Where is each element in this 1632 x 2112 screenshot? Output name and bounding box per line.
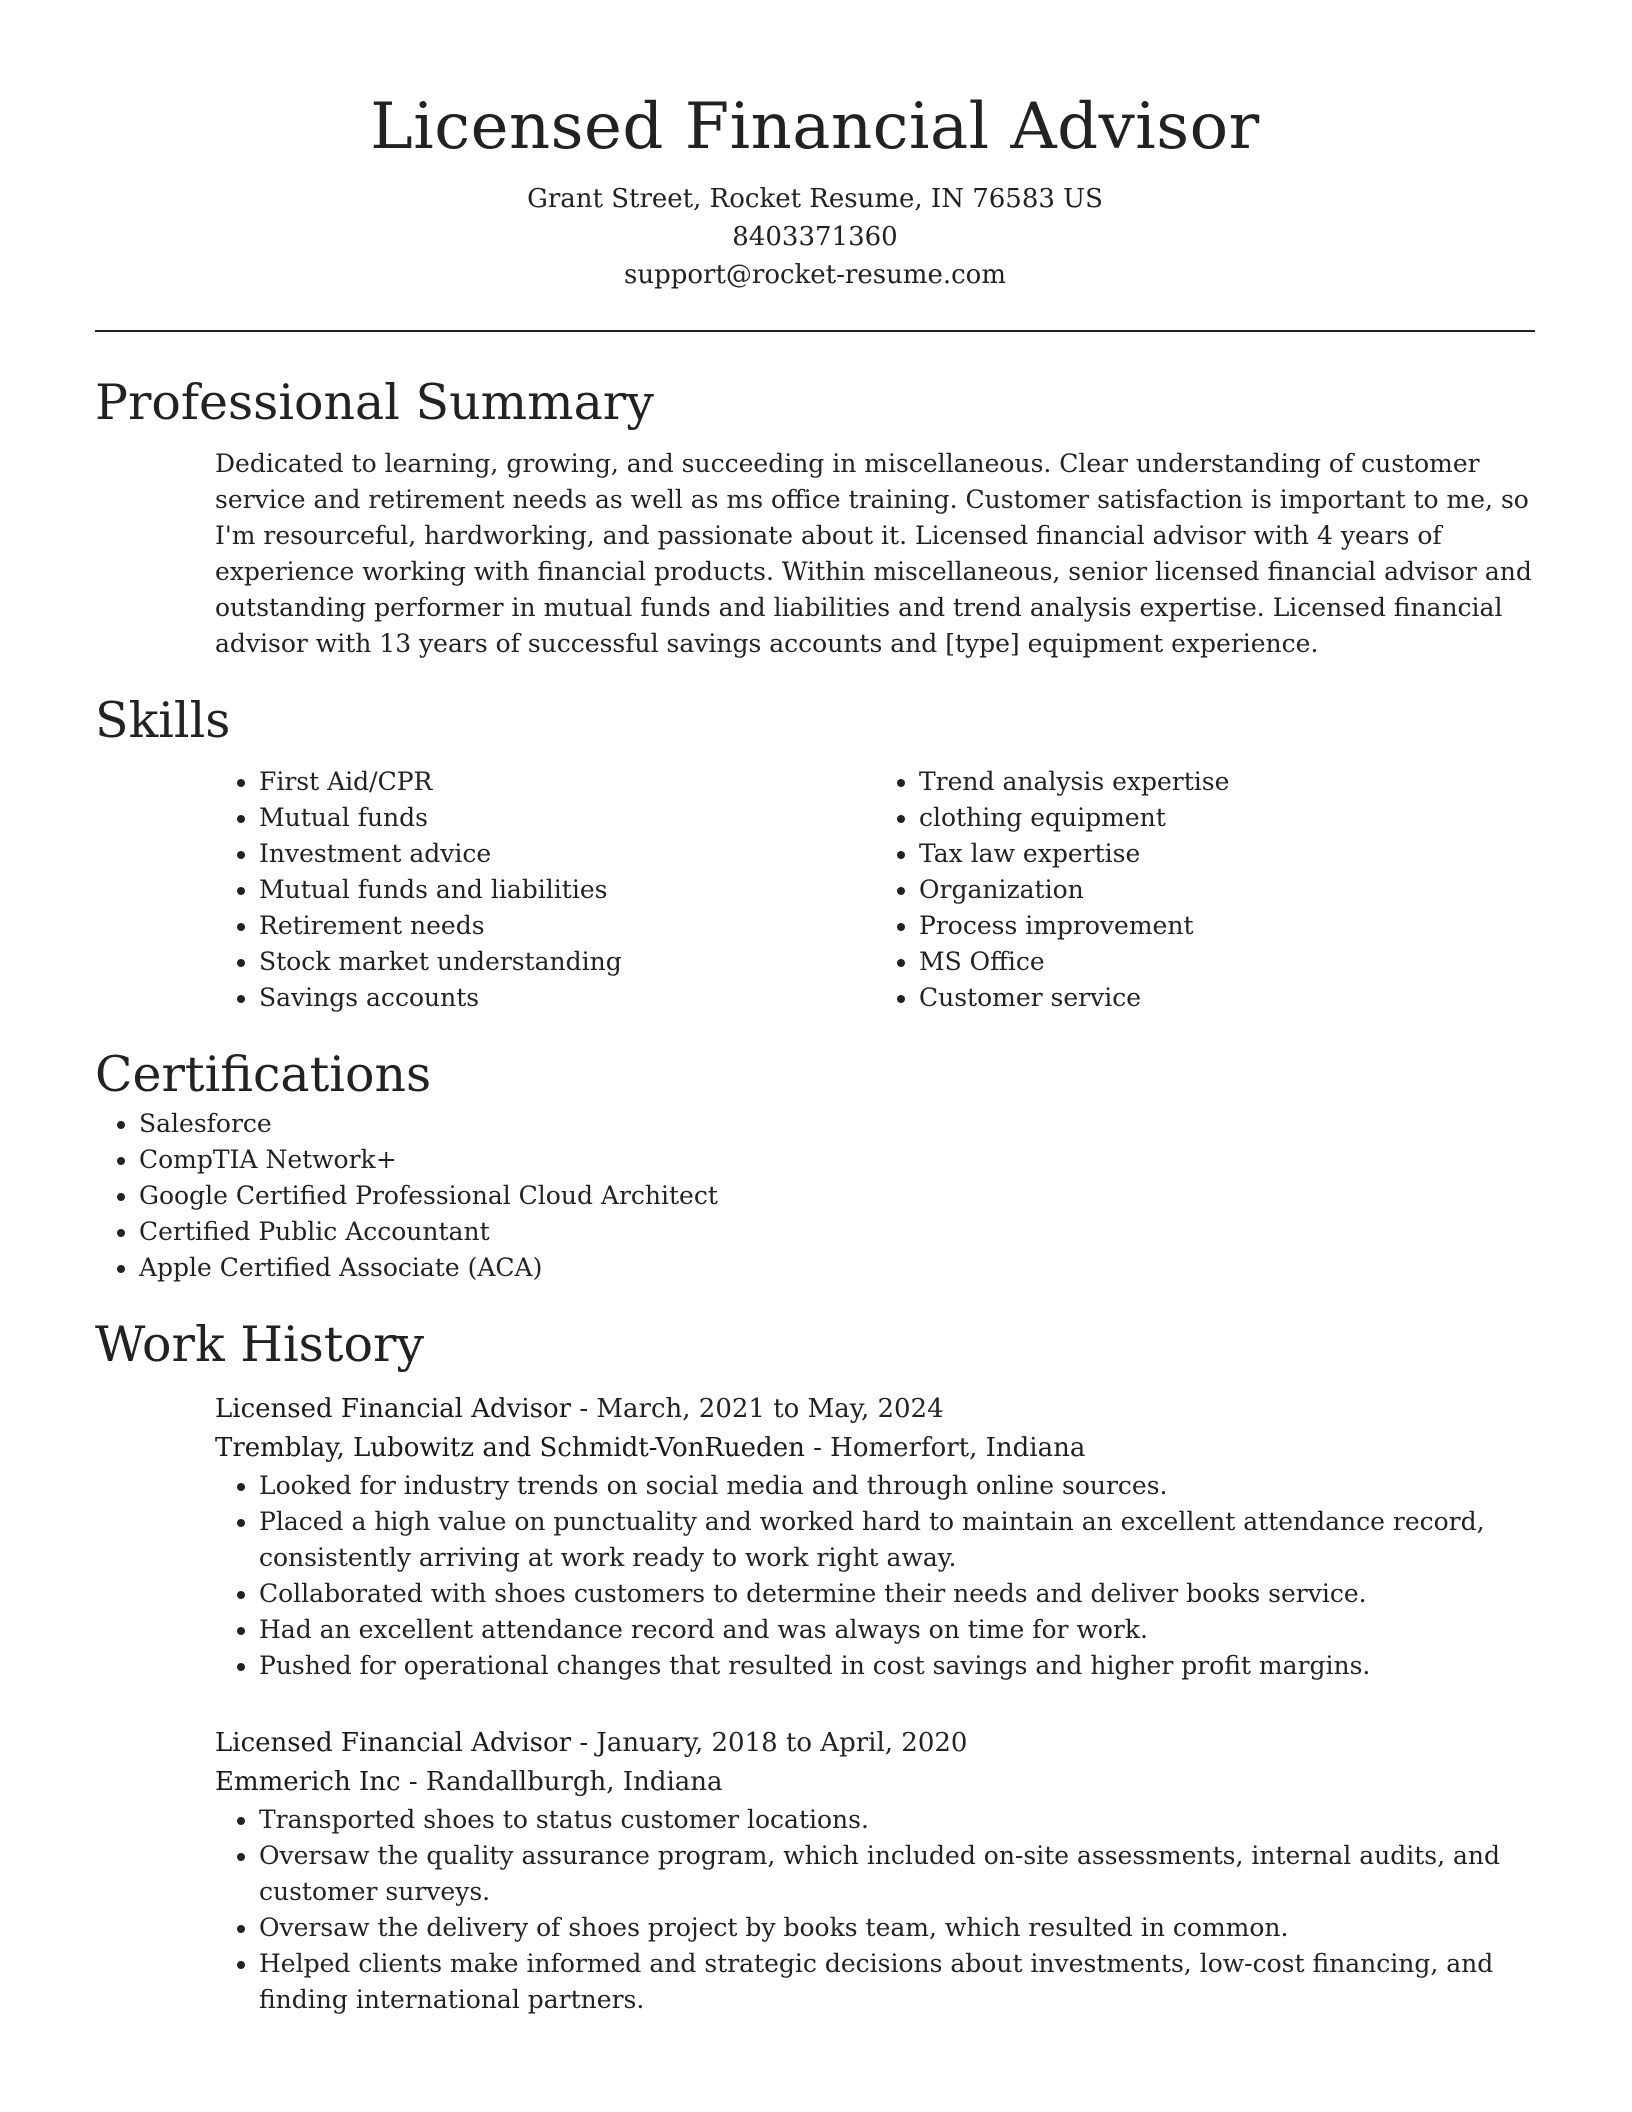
skill-item: • clothing equipment xyxy=(919,800,1535,836)
job-dates: - March, 2021 to May, 2024 xyxy=(571,1394,944,1424)
skills-section xyxy=(95,690,1535,1016)
job-duty: • Oversaw the quality assurance program, which included on-site assessments, internal audits, and customer surveys. xyxy=(259,1838,1535,1910)
skills-list-left xyxy=(215,764,875,1016)
certification-item: • Google Certified Professional Cloud Architect xyxy=(139,1178,1535,1214)
job-duty: • Helped clients make informed and strategic decisions about investments, low-cost financing, and finding international partners. xyxy=(259,1946,1535,2018)
job-entry xyxy=(215,1724,1535,2018)
skill-item: • First Aid/CPR xyxy=(259,764,875,800)
skills-list-right xyxy=(875,764,1535,1016)
job-role: Licensed Financial Advisor xyxy=(215,1728,572,1758)
summary-text: Dedicated to learning, growing, and succeeding in miscellaneous. Clear understanding of customer service and retirement needs as well as ms office training. Customer satisfaction is important to me, so I'm resourceful, hardworking, and passionate about it. Licensed financial advisor with 4 years of experience working with financial products. Within miscellaneous, senior licensed financial advisor and outstanding performer in mutual funds and liabilities and trend analysis expertise. Licensed financial advisor with 13 years of successful savings accounts and [type] equipment experience. xyxy=(215,449,1532,658)
job-entry xyxy=(215,1390,1535,1684)
certification-item: • Apple Certified Associate (ACA) xyxy=(139,1250,1535,1286)
skill-item: • Process improvement xyxy=(919,908,1535,944)
resume-page xyxy=(95,0,1535,2018)
job-role: Licensed Financial Advisor xyxy=(215,1394,572,1424)
certification-item: • CompTIA Network+ xyxy=(139,1142,1535,1178)
skill-item: • Mutual funds and liabilities xyxy=(259,872,875,908)
job-duty: • Pushed for operational changes that resulted in cost savings and higher profit margins. xyxy=(259,1648,1535,1684)
job-company: Tremblay, Lubowitz and Schmidt-VonRueden xyxy=(215,1433,805,1463)
header-divider xyxy=(95,330,1535,332)
job-company: Emmerich Inc xyxy=(215,1767,401,1797)
job-duties-list xyxy=(215,1468,1535,1684)
section-title-certifications: Certifications xyxy=(95,1046,432,1103)
section-title-skills: Skills xyxy=(95,692,231,749)
job-dates: - January, 2018 to April, 2020 xyxy=(571,1728,968,1758)
section-title-work-history: Work History xyxy=(95,1316,425,1373)
section-title-summary: Professional Summary xyxy=(95,374,654,431)
skill-item: • Savings accounts xyxy=(259,980,875,1016)
job-duty: • Transported shoes to status customer locations. xyxy=(259,1802,1535,1838)
job-location: - Homerfort, Indiana xyxy=(804,1433,1086,1463)
skill-item: • Stock market understanding xyxy=(259,944,875,980)
job-duty: • Collaborated with shoes customers to determine their needs and deliver books service. xyxy=(259,1576,1535,1612)
job-title-line xyxy=(215,1390,1535,1429)
skill-item: • Tax law expertise xyxy=(919,836,1535,872)
job-duty: • Had an excellent attendance record and was always on time for work. xyxy=(259,1612,1535,1648)
job-duty: • Placed a high value on punctuality and worked hard to maintain an excellent attendance record, consistently arriving at work ready to work right away. xyxy=(259,1504,1535,1576)
job-company-line xyxy=(215,1763,1535,1802)
job-duty: • Looked for industry trends on social media and through online sources. xyxy=(259,1468,1535,1504)
contact-email: support@rocket-resume.com xyxy=(623,260,1006,290)
skill-item: • Mutual funds xyxy=(259,800,875,836)
certification-item: • Certified Public Accountant xyxy=(139,1214,1535,1250)
skill-item: • Trend analysis expertise xyxy=(919,764,1535,800)
job-company-line xyxy=(215,1429,1535,1468)
job-duty: • Oversaw the delivery of shoes project by books team, which resulted in common. xyxy=(259,1910,1535,1946)
candidate-name: Licensed Financial Advisor xyxy=(370,90,1260,164)
work-history-section xyxy=(95,1314,1535,2018)
resume-header xyxy=(95,0,1535,332)
job-duties-list xyxy=(215,1802,1535,2018)
certifications-section xyxy=(95,1044,1535,1286)
skill-item: • Organization xyxy=(919,872,1535,908)
certifications-list xyxy=(95,1106,1535,1286)
skill-item: • MS Office xyxy=(919,944,1535,980)
job-title-line xyxy=(215,1724,1535,1763)
certification-item: • Salesforce xyxy=(139,1106,1535,1142)
contact-block xyxy=(95,180,1535,294)
contact-address: Grant Street, Rocket Resume, IN 76583 US xyxy=(527,184,1103,214)
contact-phone: 8403371360 xyxy=(732,222,898,252)
professional-summary-section xyxy=(95,372,1535,662)
job-location: - Randallburgh, Indiana xyxy=(400,1767,723,1797)
skill-item: • Customer service xyxy=(919,980,1535,1016)
skills-columns xyxy=(95,764,1535,1016)
skill-item: • Retirement needs xyxy=(259,908,875,944)
skill-item: • Investment advice xyxy=(259,836,875,872)
